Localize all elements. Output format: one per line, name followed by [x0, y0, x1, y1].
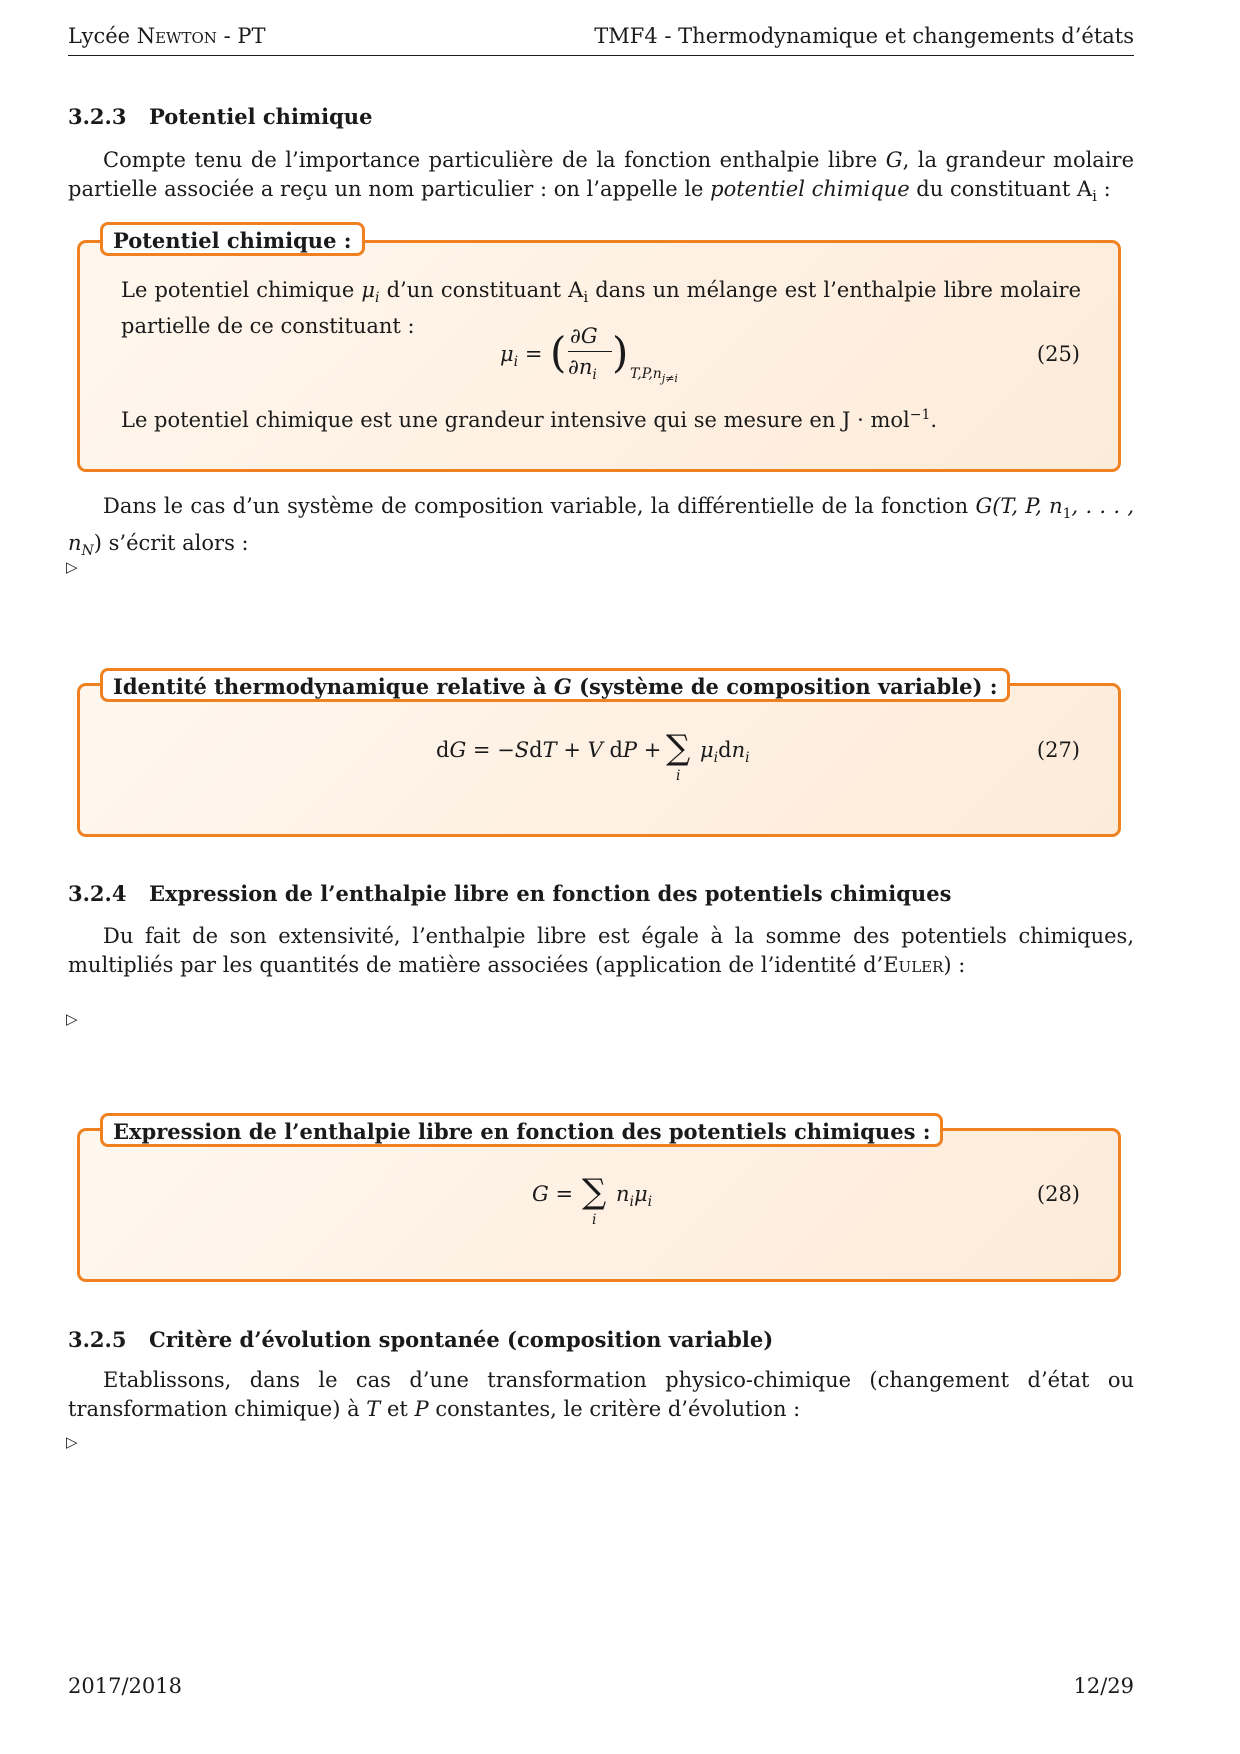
function-G-args-end: , . . . , n — [68, 494, 1134, 556]
box-text: Le potentiel chimique est une grandeur intensive qui se mesure en J · mol — [121, 408, 910, 432]
section-number: 3.2.5 — [68, 1327, 127, 1352]
paragraph-extensivite — [68, 922, 1134, 980]
box-text: . — [930, 408, 938, 432]
equation-27 — [436, 728, 756, 792]
box-title-text: Identité thermodynamique relative à — [113, 674, 554, 699]
eq25-left-paren: ( — [550, 328, 567, 377]
box-text: Le potentiel chimique — [121, 278, 362, 302]
section-number: 3.2.3 — [68, 104, 127, 129]
footer-year: 2017/2018 — [68, 1674, 182, 1698]
footer-page-number: 12/29 — [1073, 1674, 1134, 1698]
para-text: , la grandeur molaire partielle associée a reçu un nom particulier : on l’appelle le — [68, 148, 1135, 201]
section-title: Critère d’évolution spontanée (composition variable) — [149, 1327, 774, 1352]
symbol-G: G — [885, 148, 903, 172]
box-title-identite-thermo — [100, 668, 1010, 702]
para-text: constantes, le critère d’évolution : — [428, 1397, 801, 1421]
para-text: : — [1096, 177, 1111, 201]
running-header-right: TMF4 - Thermodynamique et changements d’états — [594, 24, 1134, 48]
eq28-sum-sign: ∑ — [582, 1172, 607, 1212]
unit-exponent: −1 — [909, 407, 931, 423]
para-text: Etablissons, dans le cas d’une transformation physico-chimique (changement d’état ou transformation chimique) à — [68, 1368, 1134, 1421]
eq25-denominator: $\partial n_i$ — [568, 355, 597, 384]
eq28-sum-term: $n_i\mu_i$ — [616, 1182, 653, 1211]
para-text: du constituant A — [909, 177, 1093, 201]
equation-28 — [530, 1172, 680, 1236]
equation-number-27: (27) — [1036, 738, 1080, 762]
box-title-symbol: G — [553, 674, 572, 699]
eq28-sum-index: i — [592, 1212, 597, 1228]
paragraph-critere-evolution — [68, 1366, 1134, 1424]
para-text: Compte tenu de l’importance particulière de la fonction enthalpie libre — [103, 148, 886, 172]
eq28-lhs: G = — [532, 1182, 574, 1206]
running-header-left — [68, 24, 266, 48]
triangle-marker-icon: ▷ — [66, 558, 78, 576]
eq25-fraction-bar — [568, 351, 612, 352]
triangle-marker-icon: ▷ — [66, 1010, 78, 1028]
header-school-prefix: Lycée — [68, 24, 137, 48]
eq27-sum-sign: ∑ — [666, 728, 691, 768]
eq25-lhs: $\mu_i$ = — [500, 342, 543, 371]
subscript-i: i — [583, 288, 589, 307]
section-heading-3-2-3 — [68, 104, 372, 129]
section-heading-3-2-5 — [68, 1327, 773, 1352]
para-text: et — [380, 1397, 415, 1421]
para-text: Dans le cas d’un système de composition variable, la différentielle de la fonction — [103, 494, 976, 518]
header-school-name: Newton — [136, 24, 217, 48]
function-G-args: G(T, P, n — [975, 494, 1063, 518]
triangle-marker-icon: ▷ — [66, 1433, 78, 1451]
symbol-T: T — [366, 1397, 381, 1421]
header-school-suffix: - PT — [216, 24, 266, 48]
equation-number-25: (25) — [1036, 342, 1080, 366]
header-rule — [68, 55, 1134, 56]
section-heading-3-2-4 — [68, 881, 951, 906]
eq27-sum-index: i — [676, 768, 681, 784]
eq27-main: dG = −SdT + V dP + — [436, 738, 662, 762]
eq25-right-paren: ) — [612, 328, 629, 377]
equation-number-28: (28) — [1036, 1182, 1080, 1206]
box1-unit-text — [121, 401, 1081, 434]
para-text: ) s’écrit alors : — [93, 531, 249, 556]
section-number: 3.2.4 — [68, 881, 127, 906]
eq25-numerator: ∂G — [570, 324, 598, 348]
box-text: d’un constituant A — [379, 278, 584, 302]
eq25-constraint: $T,P,n_{j\ne i}$ — [630, 366, 678, 385]
eq27-sum-term: $\mu_idn_i$ — [700, 738, 750, 767]
symbol-P: P — [414, 1397, 429, 1421]
paragraph-intro-potentiel — [68, 146, 1134, 211]
para-text: Du fait de son extensivité, l’enthalpie libre est égale à la somme des potentiels chimiques, multipliés par les quantités de matière associées (application de l’identité d’ — [68, 924, 1134, 977]
name-euler: Euler — [883, 953, 944, 977]
box-title-expression-G: Expression de l’enthalpie libre en fonction des potentiels chimiques : — [100, 1113, 943, 1147]
para-text: ) : — [943, 953, 966, 977]
symbol-mu-i: $\mu_i$ — [361, 278, 380, 307]
emphasis-potentiel-chimique: potentiel chimique — [710, 177, 910, 201]
paragraph-differentielle: Dans le cas d’un système de composition variable, la différentielle de la fonction G(T, P, $n_1$, . . . , $n_N$) s’écrit alors : — [68, 494, 1134, 560]
equation-25 — [498, 324, 738, 390]
box-title-potentiel-chimique: Potentiel chimique : — [100, 222, 365, 256]
section-title: Potentiel chimique — [149, 104, 373, 129]
box-text: dans un mélange est l’enthalpie libre molaire partielle de ce constituant : — [121, 278, 1082, 339]
section-title: Expression de l’enthalpie libre en fonction des potentiels chimiques — [149, 881, 952, 906]
subscript-i: i — [1092, 187, 1097, 206]
box-title-text: (système de composition variable) : — [571, 674, 998, 699]
